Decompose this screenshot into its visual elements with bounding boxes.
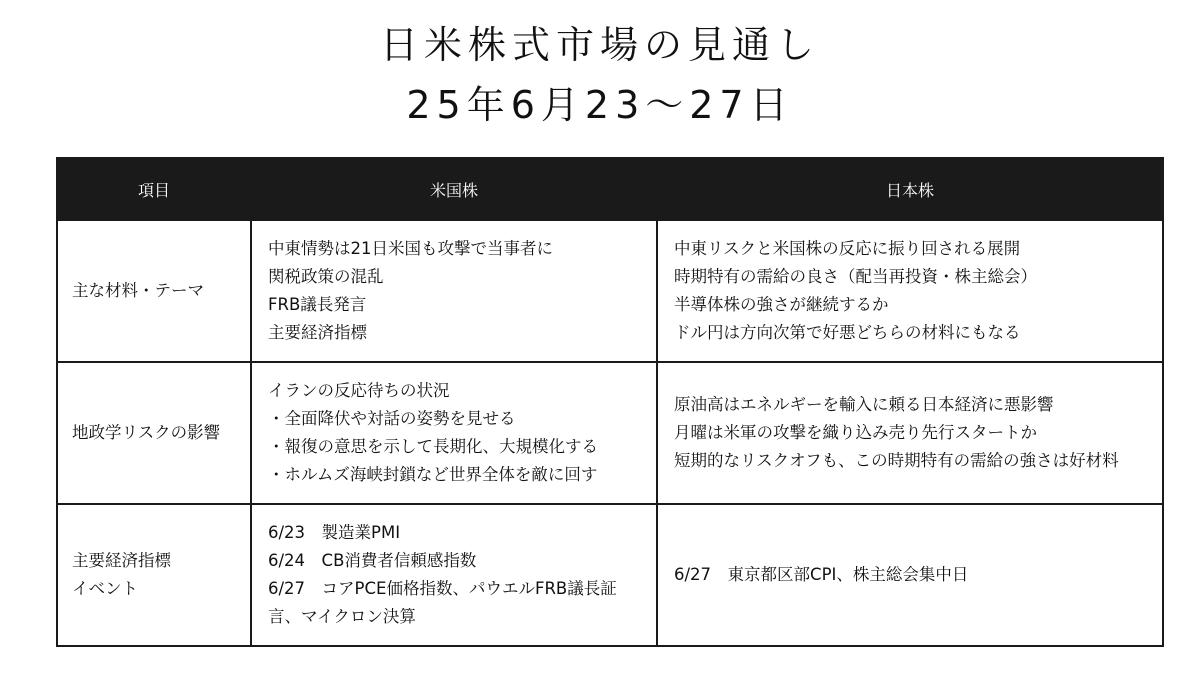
list-item: ・報復の意思を示して長期化、大規模化する — [268, 437, 598, 456]
list-item: 短期的なリスクオフも、この時期特有の需給の強さは好材料 — [674, 451, 1119, 470]
list-item: ドル円は方向次第で好悪どちらの材料にもなる — [674, 323, 1021, 342]
header-us-stocks: 米国株 — [251, 158, 657, 220]
us-stocks-cell — [251, 220, 657, 362]
page-title: 日米株式市場の見通し — [379, 23, 820, 67]
list-item: 時期特有の需給の良さ（配当再投資・株主総会） — [674, 267, 1037, 286]
list-item: イランの反応待ちの状況 — [268, 381, 450, 400]
list-item: 6/24 CB消費者信頼感指数 — [268, 551, 477, 570]
topic-label: 主要経済指標 — [72, 551, 171, 570]
row-topic-cell — [57, 504, 251, 646]
list-item: 関税政策の混乱 — [268, 267, 384, 286]
list-item: 中東リスクと米国株の反応に振り回される展開 — [674, 239, 1021, 258]
list-item: 6/27 東京都区部CPI、株主総会集中日 — [674, 565, 969, 584]
table-row-geopolitics — [57, 362, 1163, 504]
list-item: ・ホルムズ海峡封鎖など世界全体を敵に回す — [268, 465, 598, 484]
page-subtitle-date-range: 25年6月23～27日 — [406, 83, 794, 127]
japan-stocks-cell — [657, 220, 1163, 362]
list-item: 主要経済指標 — [268, 323, 367, 342]
topic-label: イベント — [72, 579, 138, 598]
row-topic-cell — [57, 220, 251, 362]
japan-stocks-cell — [657, 362, 1163, 504]
row-topic-cell — [57, 362, 251, 504]
us-stocks-cell — [251, 504, 657, 646]
table-row-themes — [57, 220, 1163, 362]
list-item: 原油高はエネルギーを輸入に頼る日本経済に悪影響 — [674, 395, 1054, 414]
header-japan-stocks: 日本株 — [657, 158, 1163, 220]
list-item: FRB議長発言 — [268, 295, 367, 314]
topic-label: 地政学リスクの影響 — [72, 423, 221, 442]
japan-stocks-cell — [657, 504, 1163, 646]
list-item: ・全面降伏や対話の姿勢を見せる — [268, 409, 516, 428]
market-outlook-table — [56, 157, 1164, 647]
table-header-row — [57, 158, 1163, 220]
list-item: 中東情勢は21日米国も攻撃で当事者に — [268, 239, 553, 258]
header-topic: 項目 — [57, 158, 251, 220]
table-row-indicators-events — [57, 504, 1163, 646]
list-item: 半導体株の強さが継続するか — [674, 295, 889, 314]
list-item: 6/27 コアPCE価格指数、パウエルFRB議長証言、マイクロン決算 — [268, 579, 617, 626]
topic-label: 主な材料・テーマ — [72, 281, 204, 300]
list-item: 月曜は米軍の攻撃を織り込み売り先行スタートか — [674, 423, 1037, 442]
list-item: 6/23 製造業PMI — [268, 523, 401, 542]
us-stocks-cell — [251, 362, 657, 504]
